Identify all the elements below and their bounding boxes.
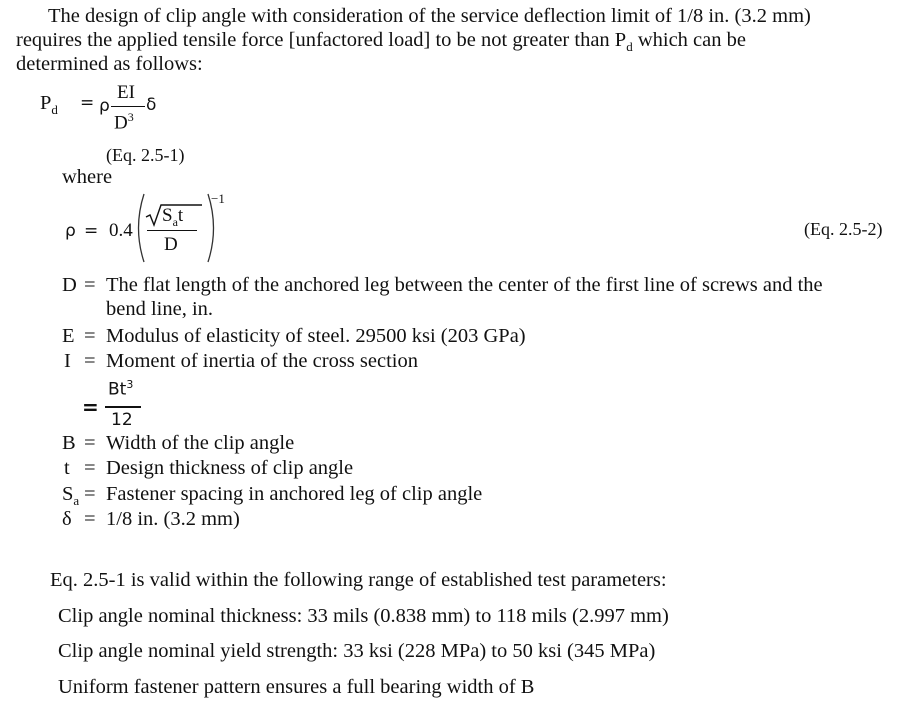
def-eq-I: = <box>84 350 96 372</box>
range-item: Clip angle nominal thickness: 33 mils (0.838 mm) to 118 mils (2.997 mm) <box>58 605 669 627</box>
def-text-E: Modulus of elasticity of steel. 29500 ksi (203 GPa) <box>106 325 526 347</box>
def-eq-D: = <box>84 274 96 296</box>
def-sym-t: t <box>64 457 70 479</box>
eq1-denominator: $D^3$ <box>114 110 134 134</box>
inertia-equals: = <box>82 395 99 419</box>
eq1-lhs: $P_d$ <box>40 92 58 118</box>
inertia-denominator: 12 <box>111 410 133 430</box>
range-item: Uniform fastener pattern ensures a full bearing width of B <box>58 676 535 698</box>
def-sym-Sa: $S_a$ <box>62 483 80 509</box>
def-text-D: The flat length of the anchored leg between the center of the first line of screws and the <box>106 274 823 296</box>
eq2-exponent: −1 <box>211 191 225 206</box>
eq1-delta: δ <box>146 95 157 115</box>
def-sym-E: E <box>62 325 75 347</box>
eq1-equals: = <box>80 93 95 113</box>
eq2-numerator: $S_at$ <box>162 205 184 229</box>
range-item: Clip angle nominal yield strength: 33 ksi (228 MPa) to 50 ksi (345 MPa) <box>58 640 656 662</box>
range-intro: Eq. 2.5-1 is valid within the following range of established test parameters: <box>50 569 667 591</box>
eq2-lhs: ρ <box>65 221 76 241</box>
def-sym-delta: δ <box>62 508 72 530</box>
def-text-I: Moment of inertia of the cross section <box>106 350 418 372</box>
eq2-equals: = <box>84 221 99 241</box>
def-eq-delta: = <box>84 508 96 530</box>
def-eq-Sa: = <box>84 483 96 505</box>
where-label: where <box>62 166 113 188</box>
eq1-label: (Eq. 2.5-1) <box>106 145 185 165</box>
eq1-numerator: EI <box>117 82 135 103</box>
intro-line-2-sub: d <box>626 39 633 55</box>
eq2-coefficient: 0.4 <box>109 220 133 241</box>
def-sym-I: I <box>64 350 71 372</box>
eq2-label: (Eq. 2.5-2) <box>804 219 883 239</box>
def-eq-E: = <box>84 325 96 347</box>
intro-line-2-end: which can be <box>632 29 746 51</box>
def-eq-t: = <box>84 457 96 479</box>
intro-line-3: determined as follows: <box>16 53 203 75</box>
def-text-B: Width of the clip angle <box>106 432 295 454</box>
def-text-t: Design thickness of clip angle <box>106 457 354 479</box>
eq2-fraction-bar <box>147 230 197 231</box>
eq1-rho: ρ <box>99 96 110 116</box>
def-text-D-cont: bend line, in. <box>106 298 214 320</box>
eq1-fraction-bar <box>111 106 145 107</box>
inertia-numerator: Bt$^3$ <box>108 378 134 400</box>
def-text-delta: 1/8 in. (3.2 mm) <box>106 508 240 530</box>
def-sym-B: B <box>62 432 76 454</box>
eq2-denominator: D <box>164 234 178 255</box>
def-sym-D: D <box>62 274 77 296</box>
intro-line-2-text: requires the applied tensile force [unfactored load] to be not greater than P <box>16 29 627 51</box>
def-text-Sa: Fastener spacing in anchored leg of clip angle <box>106 483 483 505</box>
intro-line-1: The design of clip angle with consideration of the service deflection limit of 1/8 in. (3.2 mm) <box>48 5 811 27</box>
inertia-fraction-bar <box>105 406 141 408</box>
def-eq-B: = <box>84 432 96 454</box>
